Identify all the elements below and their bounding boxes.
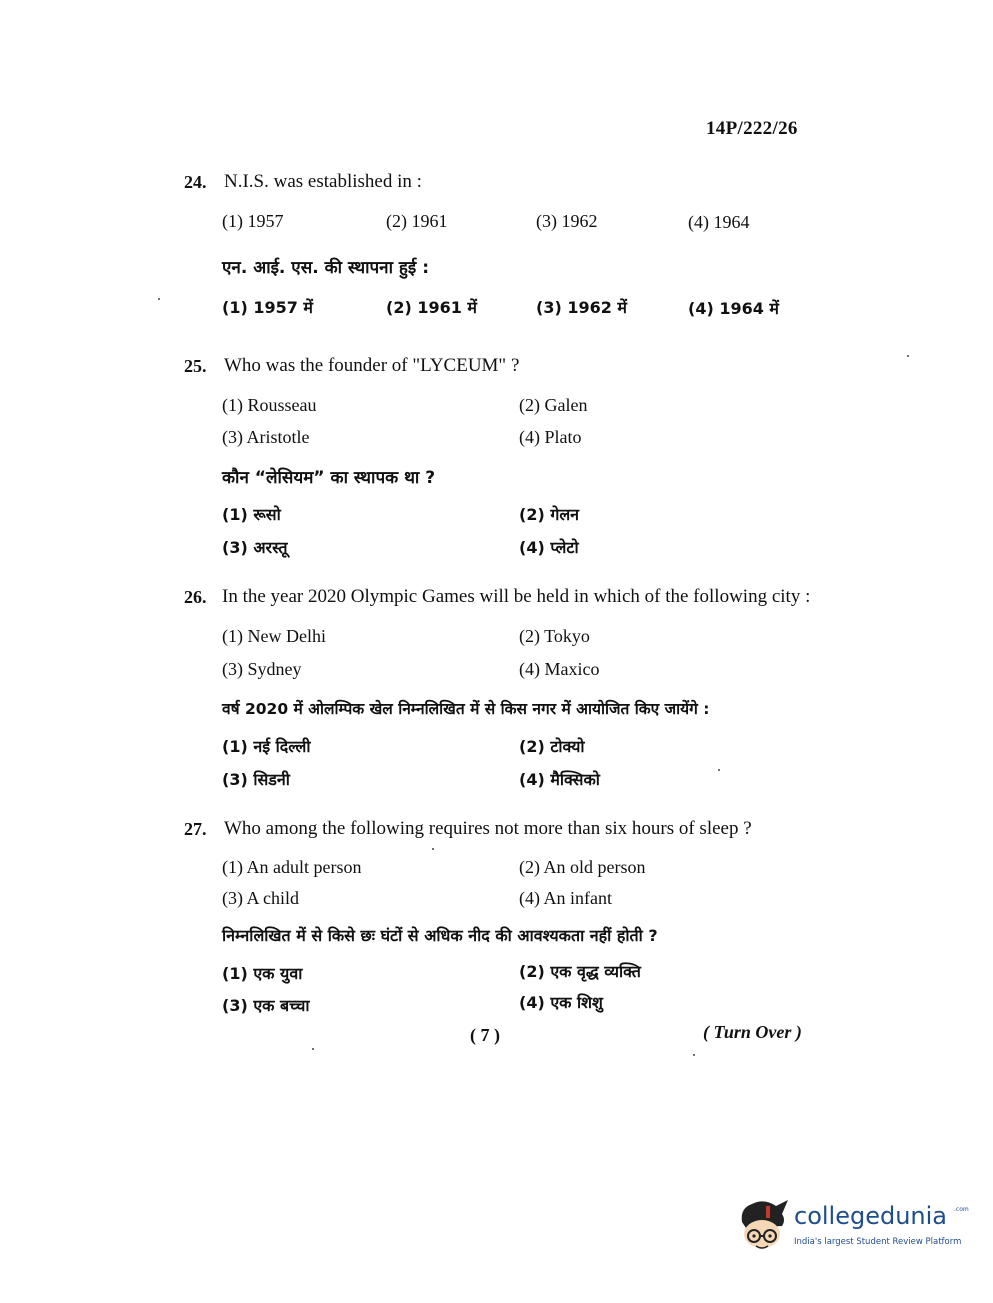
option-4-en: (4) Plato: [519, 427, 582, 447]
option-4-hi: (4) प्लेटो: [519, 538, 579, 557]
scan-speck: [718, 769, 720, 771]
option-2-hi: (2) गेलन: [519, 505, 580, 524]
option-3-hi: (3) सिडनी: [222, 770, 290, 789]
question-text-en: Who among the following requires not more than six hours of sleep ?: [224, 818, 752, 839]
option-3-en: (3) A child: [222, 888, 299, 908]
option-3-en: (3) 1962: [536, 211, 598, 231]
question-text-en: N.I.S. was established in :: [224, 171, 422, 192]
option-4-en: (4) 1964: [688, 212, 750, 232]
question-number: 26.: [184, 587, 207, 607]
question-text-hi: एन. आई. एस. की स्थापना हुई :: [222, 258, 429, 278]
option-1-en: (1) 1957: [222, 211, 284, 231]
question-text-hi: कौन “लेसियम” का स्थापक था ?: [222, 468, 436, 488]
turn-over-note: ( Turn Over ): [703, 1022, 802, 1042]
scan-speck: [693, 1054, 695, 1056]
option-1-en: (1) Rousseau: [222, 395, 317, 415]
option-3-hi: (3) 1962 में: [536, 298, 627, 317]
collegedunia-watermark: [736, 1196, 969, 1258]
question-text-en: In the year 2020 Olympic Games will be held in which of the following city :: [222, 586, 811, 607]
option-2-hi: (2) टोक्यो: [519, 737, 585, 756]
option-4-en: (4) An infant: [519, 888, 612, 908]
option-1-hi: (1) रूसो: [222, 505, 281, 524]
option-2-en: (2) Galen: [519, 395, 588, 415]
watermark-suffix: .com: [954, 1206, 969, 1213]
page-number: ( 7 ): [470, 1025, 500, 1045]
scan-speck: [158, 298, 160, 300]
option-2-hi: (2) 1961 में: [386, 298, 477, 317]
question-number: 25.: [184, 356, 207, 376]
option-4-hi: (4) एक शिशु: [519, 993, 603, 1012]
option-3-en: (3) Aristotle: [222, 427, 310, 447]
option-2-en: (2) Tokyo: [519, 626, 590, 646]
watermark-brand: collegedunia: [794, 1202, 948, 1230]
option-4-hi: (4) 1964 में: [688, 299, 779, 318]
option-3-en: (3) Sydney: [222, 659, 302, 679]
mascot-icon: [736, 1196, 792, 1258]
question-number: 27.: [184, 819, 207, 839]
option-4-hi: (4) मैक्सिको: [519, 770, 600, 789]
scan-speck: [432, 848, 434, 850]
option-2-en: (2) An old person: [519, 857, 646, 877]
watermark-tagline: India's largest Student Review Platform: [794, 1237, 962, 1247]
option-3-hi: (3) एक बच्चा: [222, 996, 310, 1015]
option-1-en: (1) New Delhi: [222, 626, 326, 646]
option-1-hi: (1) 1957 में: [222, 298, 313, 317]
question-number: 24.: [184, 172, 207, 192]
option-2-hi: (2) एक वृद्ध व्यक्ति: [519, 962, 641, 981]
option-1-hi: (1) नई दिल्ली: [222, 737, 311, 756]
paper-code: 14P/222/26: [706, 118, 798, 139]
option-4-en: (4) Maxico: [519, 659, 600, 679]
scan-speck: [312, 1048, 314, 1050]
option-3-hi: (3) अरस्तू: [222, 538, 288, 557]
scan-speck: [907, 355, 909, 357]
question-text-en: Who was the founder of "LYCEUM" ?: [224, 355, 520, 376]
option-1-en: (1) An adult person: [222, 857, 362, 877]
option-2-en: (2) 1961: [386, 211, 448, 231]
question-text-hi: निम्नलिखित में से किसे छः घंटों से अधिक नीद की आवश्यकता नहीं होती ?: [222, 926, 658, 945]
option-1-hi: (1) एक युवा: [222, 964, 303, 983]
question-text-hi: वर्ष 2020 में ओलम्पिक खेल निम्नलिखित में से किस नगर में आयोजित किए जायेंगे :: [222, 700, 710, 718]
